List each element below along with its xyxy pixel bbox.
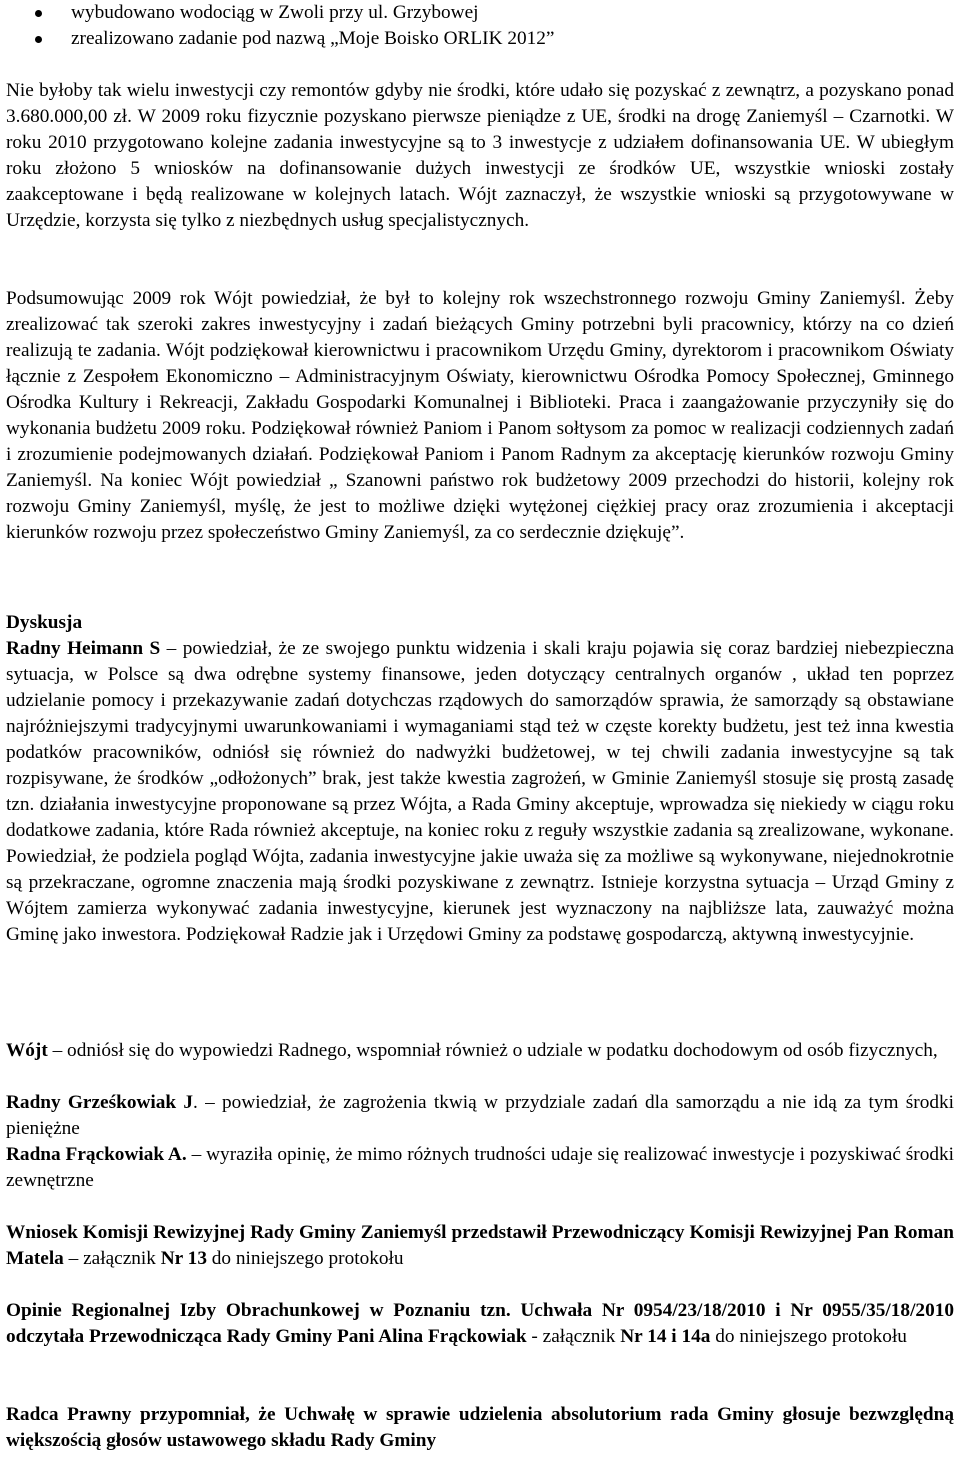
radca-bold: Radca Prawny przypomniał, że Uchwałę w sprawie udzielenia absolutorium rada Gminy głosuje bezwzględną większością głosów ustawowego składu Rady Gminy — [6, 1404, 954, 1451]
wniosek-text: – załącznik — [63, 1248, 161, 1269]
paragraph-summary-2009: Podsumowując 2009 rok Wójt powiedział, że był to kolejny rok wszechstronnego rozwoju Gminy Zaniemyśl. Żeby zrealizować tak szeroki zakres inwestycyjny i zadań bieżących Gminy potrzebni byli pracownicy, którzy na co dzień realizują te zadania. Wójt podziękował kierownictwu i pracownikom Urzędu Gminy, dyrektorom i pracownikom Oświaty łącznie z Zespołem Ekonomiczno – Administracyjnym Oświaty, kierownictwu Ośrodka Pomocy Społecznej, Gminnego Ośrodka Kultury i Rekreacji, Zakładu Gospodarki Komunalnej i Biblioteki. Praca i zaangażowanie przyczyniły się do wykonania budżetu 2009 roku. Podziękował również Paniom i Panom sołtysom za pomoc w realizacji codziennych zadań i zrozumienie podejmowanych działań. Podziękował Paniom i Panom Radnym za akceptację kierunków rozwoju Gminy Zaniemyśl. Na koniec Wójt powiedział „ Szanowni państwo rok budżetowy 2009 przechodzi do historii, kolejny rok rozwoju Gminy Zaniemyśl, myślę, że jest to możliwe dzięki wytężonej ciężkiej pracy oraz zrozumienia i akceptacji kierunków rozwoju przez społeczeństwo Gminy Zaniemyśl, za co serdecznie dziękuję”. — [6, 288, 954, 543]
bullet-text: wybudowano wodociąg w Zwoli przy ul. Grzybowej — [71, 2, 479, 23]
speaker-text: . – powiedział, że zagrożenia tkwią w przydziale zadań dla samorządu a nie idą za tym środki pieniężne — [6, 1092, 954, 1139]
speaker-text: – powiedział, że ze swojego punktu widzenia i skali kraju pojawia się coraz bardziej niebezpieczna sytuacja, w Polsce są dwa odrębne systemy finansowe, jeden dotyczący centralnych organów , układ ten poprzez udzielanie pomocy i przekazywanie zadań dotychczas rządowych do samorządów sprawia, że samorządy są obstawiane najróżniejszymi tradycyjnymi uwarunkowaniami i wymaganiami stąd też w częste korekty budżetu, jest też inna kwestia podatków pracowników, odniósł się również do nadwyżki budżetowej, w tej chwili zadania inwestycyjne są tak rozpisywane, że środków „odłożonych” brak, jest także kwestia zagrożeń, w Gminie Zaniemyśl stosuje się prostą zasadę tzn. działania inwestycyjne proponowane są przez Wójta, a Rada Gminy akceptuje, wprowadza się niekiedy w ciągu roku dodatkowe zadania, które Rada również akceptuje, na koniec roku z reguły wszystkie zadania są zrealizowane, wykonane. Powiedział, że podziela pogląd Wójta, zadania inwestycyjne jakie uważa się za możliwe są wykonywane, niejednokrotnie są przekraczane, ogromne znaczenia mają środki pozyskiwane z zewnątrz. Istnieje korzystna sytuacja – Urząd Gminy z Wójtem zamierza wykonywać zadania inwestycyjne, kierunek jest wyznaczony na najbliższe lata, zauważyć można Gminę jako inwestora. Podziękował Radzie jak i Urzędowi Gminy za podstawę gospodarczą, aktywną inwestycyjnie. — [6, 638, 955, 945]
section-heading-dyskusja: Dyskusja — [6, 612, 83, 633]
opinie-bold: Opinie Regionalnej Izby Obrachunkowej w Poznaniu tzn. Uchwała Nr 0954/23/18/2010 i Nr 0955/35/18/2010 odczytała Przewodnicząca Rady Gminy Pani Alina Frąckowiak — [6, 1300, 954, 1347]
speaker-name: Radny Heimann S — [6, 638, 161, 659]
wniosek-text-end: do niniejszego protokołu — [206, 1248, 404, 1269]
opinie-text: - załącznik — [526, 1326, 621, 1347]
speaker-text: – odniósł się do wypowiedzi Radnego, wspomniał również o udziale w podatku dochodowym od osób fizycznych, — [47, 1040, 938, 1061]
speaker-name: Wójt — [6, 1040, 48, 1061]
speaker-text: – wyraziła opinię, że mimo różnych trudności udaje się realizować inwestycje i pozyskiwać środki zewnętrzne — [6, 1144, 954, 1191]
paragraph-radca — [6, 1402, 954, 1454]
paragraph-wojt — [6, 1038, 954, 1064]
paragraph-wniosek — [6, 1220, 954, 1272]
bullet-text: zrealizowano zadanie pod nazwą „Moje Boisko ORLIK 2012” — [71, 28, 555, 49]
paragraph-grzeskowiak — [6, 1090, 954, 1142]
bullet-icon — [35, 36, 42, 43]
paragraph-eu-funding: Nie byłoby tak wielu inwestycji czy remontów gdyby nie środki, które udało się pozyskać z zewnątrz, a pozyskano ponad 3.680.000,00 zł. W 2009 roku fizycznie pozyskano pierwsze pieniądze z UE, środki na drogę Zaniemyśl – Czarnotki. W roku 2010 przygotowano kolejne zadania inwestycyjne są to 3 inwestycje z udziałem dofinansowania UE. W ubiegłym roku złożono 5 wniosków na dofinansowanie dużych inwestycji ze środków UE, wszystkie wnioski zostały zaakceptowane i będą realizowane w kolejnych latach. Wójt zaznaczył, że wszystkie wnioski są przygotowywane w Urzędzie, korzysta się tylko z niezbędnych usług specjalistycznych. — [6, 80, 954, 231]
bullet-icon — [35, 10, 42, 17]
paragraph-heimann — [6, 636, 954, 948]
speaker-name: Radny Grześkowiak J — [6, 1092, 194, 1113]
attachment-number: Nr 14 i 14a — [620, 1326, 711, 1347]
paragraph-frackowiak — [6, 1142, 954, 1194]
opinie-text-end: do niniejszego protokołu — [710, 1326, 907, 1347]
wniosek-bold: Wniosek Komisji Rewizyjnej Rady Gminy Zaniemyśl przedstawił Przewodniczący Komisji Rewizyjnej Pan Roman Matela — [6, 1222, 954, 1269]
paragraph-opinie — [6, 1298, 954, 1350]
attachment-number: Nr 13 — [160, 1248, 207, 1269]
speaker-name: Radna Frąckowiak A. — [6, 1144, 187, 1165]
